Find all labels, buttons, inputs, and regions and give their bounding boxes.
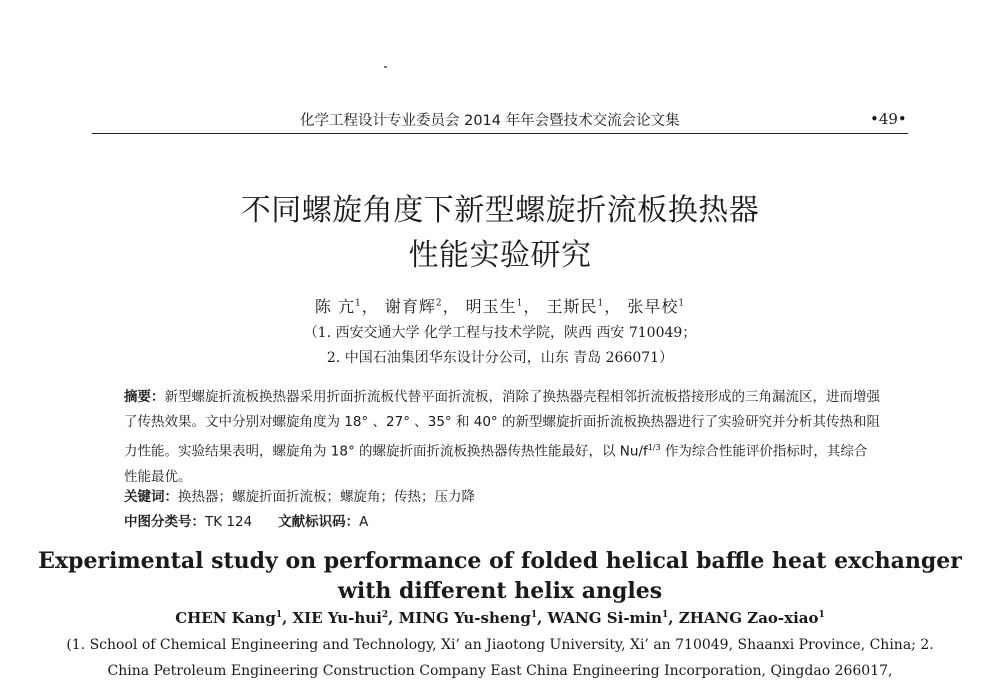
- author-cn: 王斯民: [546, 297, 598, 316]
- keywords-text: 换热器；螺旋折面折流板；螺旋角；传热；压力降: [178, 489, 475, 505]
- author-cn: 谢育辉: [384, 297, 436, 316]
- doc-code-label: 文献标识码：: [278, 514, 360, 530]
- title-cn-line1: 不同螺旋角度下新型螺旋折流板换热器: [240, 193, 760, 228]
- clc-label: 中图分类号：: [124, 514, 205, 530]
- authors-cn: 陈 亢$^1$， 谢育辉$^2$， 明玉生$^1$， 王斯民$^1$， 张早校$^1$: [314, 297, 686, 316]
- abstract-text-end: 作为综合性能评价指标时，其综合性能最优。: [124, 443, 868, 485]
- author-en: WANG Si-min: [547, 609, 663, 627]
- title-en-line2: with different helix angles: [337, 578, 663, 604]
- keywords-label: 关键词：: [124, 489, 178, 505]
- abstract-label: 摘要：: [124, 389, 165, 405]
- affiliation-en-line2: China Petroleum Engineering Construction Company East China Engineering Incorporation, Qingdao 266017,: [107, 663, 893, 679]
- abstract-text: 新型螺旋折流板换热器采用折面折流板代替平面折流板，消除了换热器壳程相邻折流板搭接形成的三角漏流区，进而增强了传热效果。文中分别对螺旋角度为 18° 、27° 、35° 和 40° 的新型螺旋折面折流板换热器进行了实验研究并分析其传热和阻力性能。实验结果表明，螺旋角为 18° 的螺旋折面折流板换热器传热性能最好，以 Nu/f: [124, 389, 880, 460]
- affiliation-cn-line2: 2. 中国石油集团华东设计分公司，山东 青岛 266071）: [326, 350, 674, 366]
- authors-en: CHEN Kang$^1$, XIE Yu-hui$^2$, MING Yu-sheng$^1$, WANG $Si-\min^1$, ZHANG Zao-xiao$^1$: [175, 609, 825, 627]
- keywords: [124, 485, 880, 510]
- journal-header: 化学工程设计专业委员会 2014 年年会暨技术交流会论文集: [300, 113, 680, 129]
- clc-value: TK 124: [205, 514, 253, 530]
- author-cn: 陈 亢: [314, 297, 355, 316]
- affiliation-en-line1: (1. School of Chemical Engineering and Technology, Xi’ an Jiaotong University, Xi’ an 710049, Shaanxi Province, China; 2.: [66, 637, 934, 653]
- doc-code-value: A: [359, 514, 369, 530]
- header-rule: [92, 133, 908, 134]
- title-cn-line2: 性能实验研究: [408, 238, 592, 273]
- classification: [124, 510, 880, 535]
- author-en: MING Yu-sheng: [398, 609, 531, 627]
- title-en-line1: Experimental study on performance of folded helical baffle heat exchanger: [38, 548, 962, 574]
- affiliation-cn-line1: （1. 西安交通大学 化学工程与技术学院，陕西 西安 710049；: [303, 325, 697, 341]
- author-en: XIE Yu-hui: [292, 609, 382, 627]
- abstract: [124, 385, 880, 490]
- scan-speck: [384, 66, 387, 68]
- abstract-sup: 1/3: [647, 443, 661, 452]
- author-cn: 张早校: [627, 297, 679, 316]
- author-cn: 明玉生: [465, 297, 517, 316]
- page-number: •49•: [870, 110, 907, 128]
- author-en: CHEN Kang: [175, 609, 276, 627]
- author-en: ZHANG Zao-xiao: [678, 609, 819, 627]
